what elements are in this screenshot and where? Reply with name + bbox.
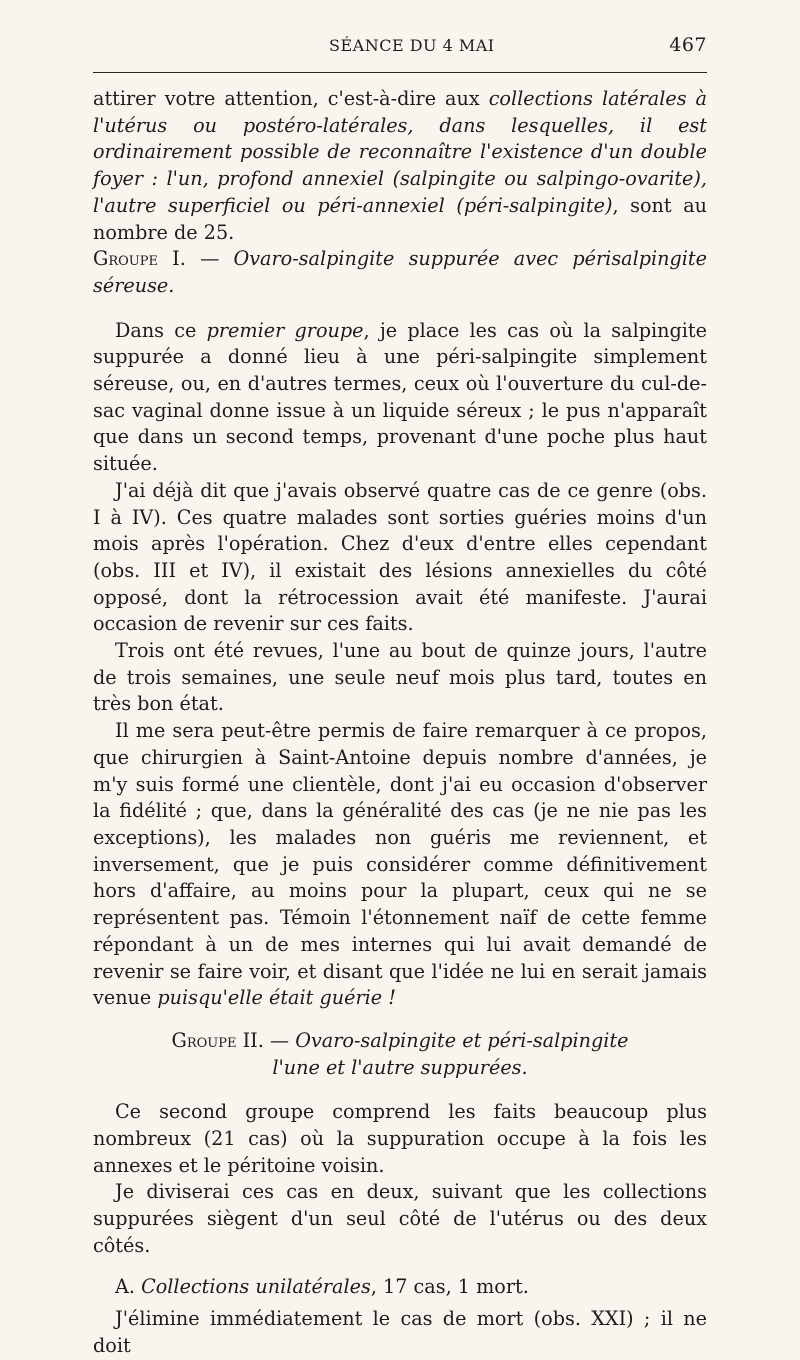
paragraph: J'ai déjà dit que j'avais observé quatre cas de ce genre (obs. I à IV). Ces quatre malades sont sorties guéries moins d'un mois après l'opération. Chez d'eux d'entre elles cependant (obs. III et IV), il existait des lésions annexielles du côté opposé, dont la rétrocession avait été manifeste. J'aurai occasion de revenir sur ces faits. (93, 478, 707, 636)
paragraph: Il me sera peut-être permis de faire remarquer à ce propos, que chirurgien à Saint-Antoine depuis nombre d'années, je m'y suis formé une clientèle, dont j'ai eu occasion d'observer la fidélité ; que, dans la généralité des cas (je ne nie pas les exceptions), les malades non guéris me reviennent, et inversement, que je puis considérer comme définitivement hors d'affaire, au moins pour la plupart, ceux qui ne se représentent pas. Témoin l'étonnement naïf de cette femme répondant à un de mes internes qui lui avait demandé de revenir se faire voir, et disant que l'idée ne lui en serait jamais venue puisqu'elle était guérie ! (93, 719, 707, 1010)
paragraph-continued: attirer votre attention, c'est-à-dire aux collections latérales à l'utérus ou postéro-latérales, dans lesquelles, il est ordinairement possible de reconnaître l'existence d'un double foyer : l'un, profond annexiel (salpingite ou salpingo-ovarite), l'autre superficiel ou péri-annexiel (péri-salpingite), sont au nombre de 25. (93, 87, 708, 244)
italic-phrase: collections latérales à l'utérus ou postéro-latérales, dans lesquelles, il est ordinairement possible de reconnaître l'existence d'un double foyer : l'un, profond annexiel (salpingite ou salpingo-ovarite), l'autre superficiel ou péri-annexiel (péri-salpingite) (93, 87, 708, 217)
group-2-label: Groupe II. (171, 1028, 264, 1052)
paragraph: Dans ce premier groupe, je place les cas où la salpingite suppurée a donné lieu à une péri-salpingite simplement séreuse, ou, en d'autres termes, ceux où l'ouverture du cul-de-sac vaginal donne issue à un liquide séreux ; le pus n'apparaît que dans un second temps, provenant d'une poche plus haut située. (93, 318, 707, 476)
paragraph: Ce second groupe comprend les faits beaucoup plus nombreux (21 cas) où la suppuration occupe à la fois les annexes et le péritoine voisin. (93, 1100, 707, 1177)
header-rule (93, 72, 707, 73)
group-1-label: Groupe I. (93, 247, 186, 271)
running-title: SÉANCE DU 4 MAI (329, 36, 495, 55)
section-a-heading: A. Collections unilatérales, 17 cas, 1 mort. (115, 1274, 529, 1298)
paragraph: Je diviserai ces cas en deux, suivant que les collections suppurées siègent d'un seul côté de l'utérus ou des deux côtés. (93, 1180, 707, 1257)
page-number: 467 (669, 34, 707, 56)
running-header (93, 34, 707, 58)
group-1-title: Ovaro-salpingite suppurée avec périsalpingite séreuse. (93, 247, 708, 297)
group-2-heading: Groupe II. — Ovaro-salpingite et péri-salpingite l'une et l'autre suppurées. (93, 1028, 707, 1081)
group-2-title-line2: l'une et l'autre suppurées. (272, 1055, 528, 1079)
group-1-heading: Groupe I. — Ovaro-salpingite suppurée avec périsalpingite séreuse. (93, 247, 708, 297)
group-2-title-line1: Ovaro-salpingite et péri-salpingite (295, 1028, 629, 1052)
paragraph: Trois ont été revues, l'une au bout de quinze jours, l'autre de trois semaines, une seule neuf mois plus tard, toutes en très bon état. (93, 639, 707, 716)
page-body (93, 86, 707, 1360)
paragraph: J'élimine immédiatement le cas de mort (obs. XXI) ; il ne doit (93, 1307, 707, 1357)
